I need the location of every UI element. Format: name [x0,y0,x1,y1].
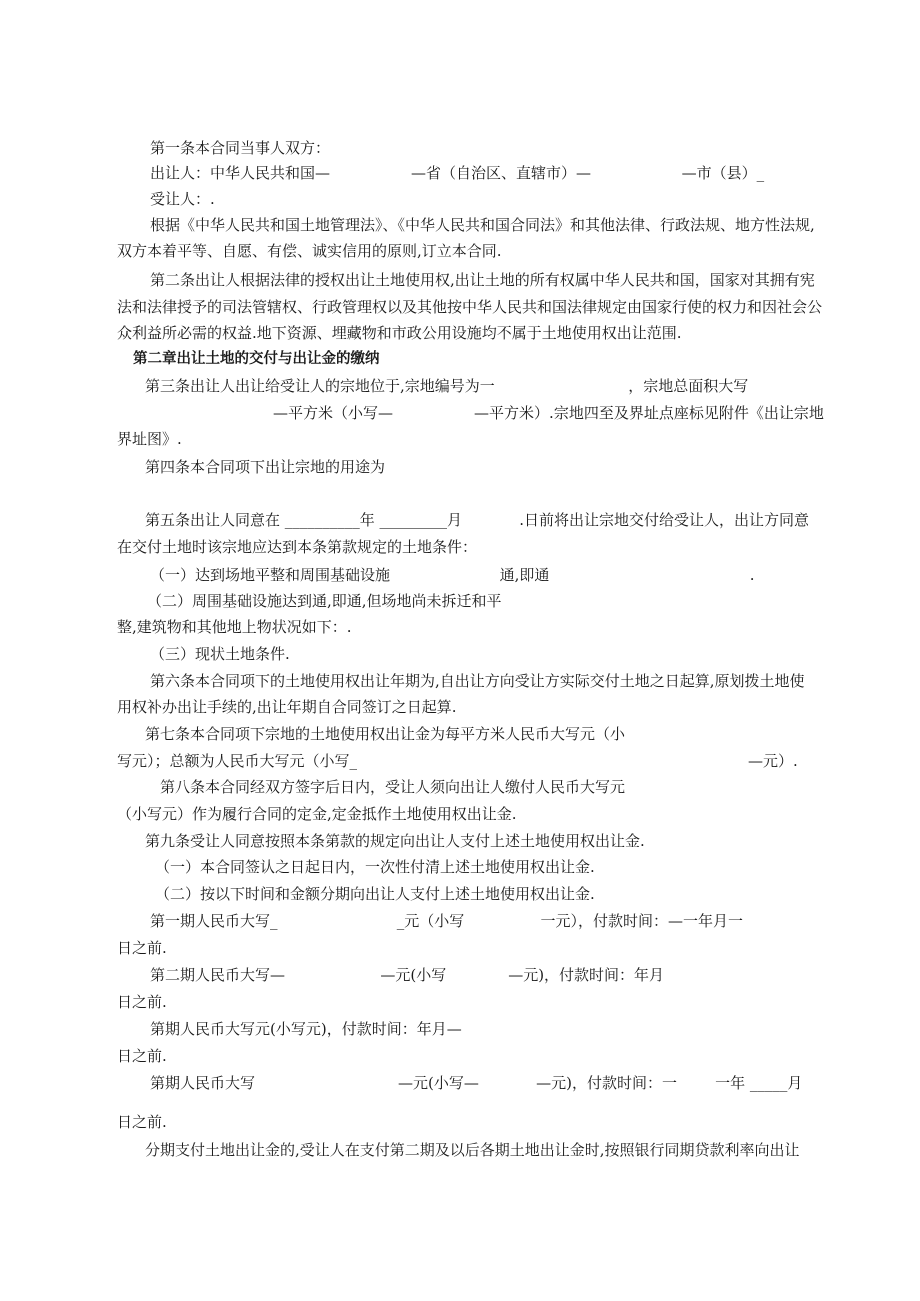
condition-2-line-1: （二）周围基础设施达到通,即通,但场地尚未拆迁和平 [147,592,502,610]
installment-2-line-1: 第二期人民币大写— —元(小写 —元)，付款时间：年月 [150,966,665,984]
installment-last-line-2: 日之前. [117,1113,167,1131]
article-8-line-2: （小写元）作为履行合同的定金,定金抵作土地使用权出让金. [117,805,517,823]
article-6-line-1: 第六条本合同项下的土地使用权出让年期为,自出让方向受让方实际交付土地之日起算,原划拨土地使 [150,672,805,690]
article-7-line-1: 第七条本合同项下宗地的土地使用权出让金为每平方米人民币大写元（小 [145,725,626,743]
condition-3: （三）现状土地条件. [150,645,290,663]
chapter-2-heading: 第二章出让土地的交付与出让金的缴纳 [133,351,380,367]
article-2-line-3: 众利益所必需的权益.地下资源、埋藏物和市政公用设施均不属于土地使用权出让范围. [117,324,682,342]
installment-1-line-2: 日之前. [117,939,167,957]
installment-interest-paragraph: 分期支付土地出让金的,受让人在支付第二期及以后各期土地出让金时,按照银行同期贷款利率向出让 [145,1141,800,1159]
installment-n-line-2: 日之前. [117,1047,167,1065]
article-5-line-2: 在交付土地时该宗地应达到本条第款规定的土地条件： [117,538,478,556]
article-3-line-3: 界址图》. [117,430,182,448]
article-2-line-1: 第二条出让人根据法律的授权出让土地使用权,出让土地的所有权属中华人民共和国，国家对其拥有宪 [150,271,815,289]
article-3-line-2: —平方米（小写— —平方米）.宗地四至及界址点座标见附件《出让宗地 [273,404,824,422]
basis-paragraph-line-1: 根据《中华人民共和国土地管理法》、《中华人民共和国合同法》和其他法律、行政法规、地方性法规, [150,216,815,234]
installment-n-line-1: 第期人民币大写元(小写元)，付款时间：年月— [150,1020,462,1038]
condition-1: （一）达到场地平整和周围基础设施 通,即通 . [150,566,755,584]
payment-option-1: （一）本合同签认之日起日内，一次性付清上述土地使用权出让金. [155,858,595,876]
installment-2-line-2: 日之前. [117,993,167,1011]
article-2-line-2: 法和法律授予的司法管辖权、行政管理权以及其他按中华人民共和国法律规定由国家行使的权力和因社会公 [117,298,823,316]
article-1: 第一条本合同当事人双方： [150,139,331,157]
transferor-line: 出让人：中华人民共和国— —省（自治区、直辖市）— —市（县）_ [150,164,765,182]
article-5-line-1: 第五条出让人同意在 __________年 _________月 .日前将出让宗地交付给受让人，出让方同意 [145,511,810,529]
article-9: 第九条受让人同意按照本条第款的规定向出让人支付上述土地使用权出让金. [145,832,645,850]
payment-option-2: （二）按以下时间和金额分期向出让人支付上述土地使用权出让金. [155,885,595,903]
installment-1-line-1: 第一期人民币大写_ _元（小写 一元），付款时间：—一年月一 [150,912,743,930]
transferee-line: 受让人：. [150,190,215,208]
installment-last-line-1: 第期人民币大写 —元(小写— —元)，付款时间：一 一年 _____月 [150,1074,803,1092]
article-4: 第四条本合同项下出让宗地的用途为 [145,458,386,476]
article-7-line-2-end: —元）. [748,752,798,770]
article-3-line-1: 第三条出让人出让给受让人的宗地位于,宗地编号为一 ，宗地总面积大写 [145,377,749,395]
condition-2-line-2: 整,建筑物和其他地上物状况如下：. [117,618,352,636]
article-8-line-1: 第八条本合同经双方签字后日内，受让人须向出让人缴付人民币大写元 [160,778,626,796]
basis-paragraph-line-2: 双方本着平等、自愿、有偿、诚实信用的原则,订立本合同. [117,242,502,260]
article-7-line-2: 写元）；总额为人民币大写元（小写_ [117,752,358,770]
article-6-line-2: 用权补办出让手续的,出让年期自合同签订之日起算. [117,698,457,716]
